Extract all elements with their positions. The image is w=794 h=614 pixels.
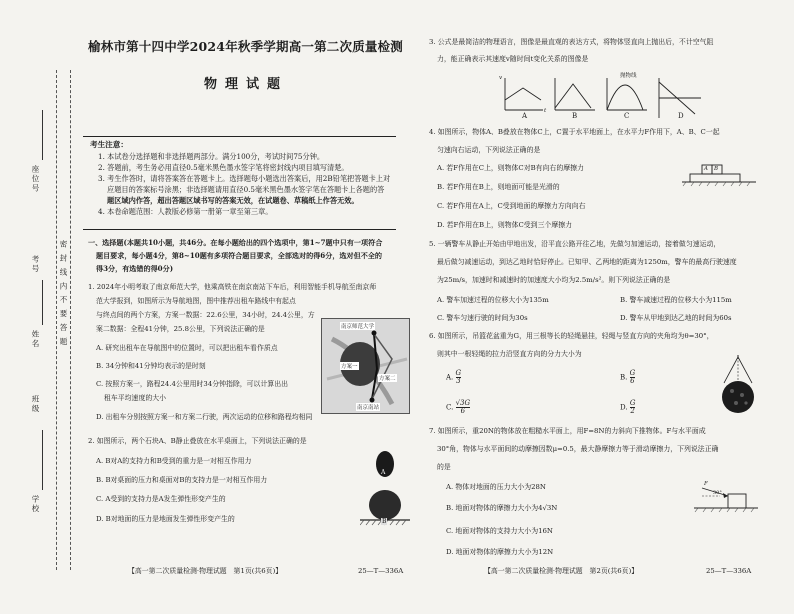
q6-option-b-fraction: $\frac{G}{6}$ bbox=[629, 369, 636, 385]
q6-hanging-basket bbox=[718, 355, 758, 415]
q4-blocks-diagram bbox=[680, 160, 758, 192]
q2-option-c[interactable]: C. A受到的支持力是A发生弹性形变产生的 bbox=[96, 495, 226, 503]
q7-option-b[interactable]: B. 地面对物体的摩擦力大小为4√3N bbox=[446, 504, 558, 512]
q4-label-a: A bbox=[704, 166, 708, 172]
q6-option-c[interactable] bbox=[446, 400, 470, 415]
notes-line: 3. 考生作答时，请将答案答在答题卡上。选择题每小题选出答案后，用2B铅笔把答题卡上对 bbox=[98, 174, 391, 183]
q3-stem: 3. 公式是最简洁的物理语言，图像是最直观的表达方式，将物体竖直向上抛出后，不计空气阻 bbox=[429, 38, 714, 46]
q1-stem: 与终点间的两个方案，方案一数据：22.6公里，34小时，24.4公里，方 bbox=[96, 311, 315, 319]
q6-option-a[interactable] bbox=[446, 370, 461, 385]
q4-stem: 4. 如图所示，物体A、B叠放在物体C上，C置于水平地面上，在水平力F作用下，A、B、C一起 bbox=[429, 128, 720, 136]
q1-option-c[interactable]: C. 按照方案一，路程24.4公里用时34分钟指除，可以计算出出 bbox=[96, 380, 288, 388]
stone-label-b: B bbox=[382, 518, 387, 525]
q4-stem: 匀速向右运动，下列说法正确的是 bbox=[437, 146, 541, 154]
footer-right-code: 25—T—336A bbox=[706, 567, 752, 575]
q4-option-d[interactable]: D. 若F作用在B上，则物体C受到三个摩擦力 bbox=[437, 221, 573, 229]
field-examno-label: 考号 bbox=[31, 255, 40, 274]
map-label-start: 南京南站 bbox=[357, 405, 380, 411]
notes-line: 4. 本卷命题范围：人教版必修第一册第一章至第三章。 bbox=[98, 207, 273, 216]
q1-option-b[interactable]: B. 34分钟和41分钟均表示的是时刻 bbox=[96, 362, 206, 370]
q7-option-c[interactable]: C. 地面对物体的支持力大小为16N bbox=[446, 527, 553, 535]
q6-option-b-label: B. bbox=[620, 373, 628, 382]
field-class-label: 班级 bbox=[31, 395, 40, 414]
q5-option-b[interactable]: B. 警车减速过程的位移大小为115m bbox=[620, 296, 732, 304]
map-label-route1: 方案一 bbox=[341, 364, 358, 370]
q6-option-d-fraction: $\frac{G}{2}$ bbox=[629, 399, 636, 415]
q1-stem: 范大学报到，如图所示为导航地图，图中推荐出租车路线中有起点 bbox=[96, 297, 296, 305]
q6-option-a-label: A. bbox=[446, 373, 454, 382]
section1-instructions: 一、选择题(本题共10小题，共46分。在每小题给出的四个选项中，第1~7题中只有一项符合 bbox=[88, 238, 383, 247]
q5-option-a[interactable]: A. 警车加速过程的位移大小为135m bbox=[437, 296, 549, 304]
field-seat-label: 座位号 bbox=[31, 165, 40, 194]
q2-option-b[interactable]: B. B对桌面的压力和桌面对B的支持力是一对相互作用力 bbox=[96, 476, 268, 484]
q7-option-d[interactable]: D. 地面对物体的摩擦力大小为12N bbox=[446, 548, 554, 556]
exam-title: 榆林市第十四中学2024年秋季学期高一第二次质量检测 bbox=[88, 39, 403, 54]
q2-option-a[interactable]: A. B对A的支持力和B受到的重力是一对相互作用力 bbox=[96, 457, 252, 465]
q6-stem: 6. 如图所示，吊篮花盆重为G，用三根等长的轻绳悬挂，轻绳与竖直方向的夹角均为θ=30°， bbox=[429, 332, 714, 340]
footer-left: 【高一第二次质量检测·物理试题 第1页(共6页)】 bbox=[128, 567, 283, 575]
q3-option-d[interactable]: D bbox=[678, 112, 684, 120]
q2-stem: 2. 如图所示，两个石块A、B静止叠放在水平桌面上，下列说法正确的是 bbox=[88, 437, 307, 445]
q6-option-d[interactable] bbox=[620, 400, 635, 415]
q7-angle-label: 30° bbox=[713, 490, 722, 496]
q3-option-b[interactable]: B bbox=[572, 112, 578, 120]
notes-heading: 考生注意： bbox=[90, 140, 128, 149]
q7-stem: 7. 如图所示，重20N的物体放在粗糙水平面上，用F=8N的力斜向下推物体。F与水平面成 bbox=[429, 427, 706, 435]
binding-line bbox=[56, 70, 57, 570]
q1-stem: 案二数据：全程41分钟，25.8公里，下列说法正确的是 bbox=[96, 325, 265, 333]
q5-stem: 为25m/s，加速时和减速时的加速度大小均为2.5m/s²。则下列说法正确的是 bbox=[437, 276, 671, 284]
notes-line: 题区域内作答，超出答题区域书写的答案无效，在试题卷、草稿纸上作答无效。 bbox=[107, 196, 359, 205]
field-school-line[interactable] bbox=[42, 430, 43, 490]
map-label-route2: 方案二 bbox=[379, 376, 396, 382]
notes-line: 应题目的答案标号涂黑；非选择题请用直径0.5毫米黑色墨水签字笔在答题卡上各题的答 bbox=[107, 185, 385, 194]
q6-option-b[interactable] bbox=[620, 370, 635, 385]
exam-subtitle: 物理试题 bbox=[204, 77, 289, 92]
q4-label-b: B bbox=[714, 166, 719, 172]
field-school-label: 学校 bbox=[31, 495, 40, 514]
q6-stem: 则其中一根轻绳的拉力沿竖直方向的分力大小为 bbox=[437, 350, 582, 358]
field-seat-line[interactable] bbox=[42, 110, 43, 160]
q6-option-a-fraction: $\frac{G}{3}$ bbox=[455, 369, 462, 385]
notes-line: 2. 答题前，考生务必用直径0.5毫米黑色墨水签字笔将密封线内项目填写清楚。 bbox=[98, 163, 349, 172]
footer-right: 【高一第二次质量检测·物理试题 第2页(共6页)】 bbox=[484, 567, 639, 575]
map-label-destination: 南京师范大学 bbox=[341, 324, 375, 330]
section1-instructions: 题目要求，每小题4分，第8~10题有多项符合题目要求，全部选对的得6分，选对但不全的 bbox=[96, 251, 382, 260]
q1-stem: 1. 2024年小明考取了南京师范大学，他乘高铁在南京南站下车后，利用智能手机导航至南京师 bbox=[88, 283, 377, 291]
seal-warning: 密 封 线 内 不 要 答 题 bbox=[59, 240, 68, 347]
q1-option-c-cont: 租车平均速度的大小 bbox=[104, 394, 167, 402]
q4-option-a[interactable]: A. 若F作用在C上，则物体C对B有向右的摩擦力 bbox=[437, 164, 584, 172]
q3-stem: 力，能正确表示其速度v随时间t变化关系的图像是 bbox=[437, 55, 589, 63]
binding-line-inner bbox=[70, 70, 71, 570]
q5-option-d[interactable]: D. 警车从甲地到达乙地的时间为60s bbox=[620, 314, 732, 322]
q3-axis-t: t bbox=[544, 108, 547, 114]
q6-option-d-label: D. bbox=[620, 403, 628, 412]
q7-force-label: F bbox=[704, 481, 708, 487]
q4-option-c[interactable]: C. 若F作用在A上，C受到地面的摩擦力方向向右 bbox=[437, 202, 586, 210]
section1-instructions: 得3分，有选错的得0分) bbox=[96, 264, 174, 273]
q7-stem: 的是 bbox=[437, 463, 451, 471]
q1-navigation-map bbox=[321, 318, 410, 414]
q4-option-b[interactable]: B. 若F作用在B上，则地面可能是光滑的 bbox=[437, 183, 560, 191]
footer-left-code: 25—T—336A bbox=[358, 567, 404, 575]
q6-option-c-label: C. bbox=[446, 403, 454, 412]
field-name-line[interactable] bbox=[42, 280, 43, 325]
q5-stem: 5. 一辆警车从静止开始由甲地出发，沿平直公路开往乙地，先做匀加速运动，接着做匀速运动， bbox=[429, 240, 721, 248]
q7-push-diagram bbox=[690, 480, 760, 520]
q3-axis-v: v bbox=[499, 75, 503, 81]
q6-option-c-fraction: $\frac{√3G}{6}$ bbox=[455, 399, 471, 415]
map-graphic bbox=[322, 319, 409, 413]
q3-option-a[interactable]: A bbox=[522, 112, 528, 120]
q7-option-a[interactable]: A. 物体对地面的压力大小为28N bbox=[446, 483, 546, 491]
q7-stem: 30°角，物体与水平面间的动摩擦因数μ=0.5，最大静摩擦力等于滑动摩擦力，下列说法正确 bbox=[437, 445, 719, 453]
q2-option-d[interactable]: D. B对地面的压力是地面发生弹性形变产生的 bbox=[96, 515, 235, 523]
field-name-label: 姓名 bbox=[31, 330, 40, 349]
q5-stem: 最后做匀减速运动，到达乙地时恰好停止。已知甲、乙两地的距离为1250m，警车的最高行驶速度 bbox=[437, 258, 737, 266]
stone-label-a: A bbox=[381, 469, 386, 476]
q5-option-c[interactable]: C. 警车匀速行驶的时间为30s bbox=[437, 314, 528, 322]
notes-line: 1. 本试卷分选择题和非选择题两部分。满分100分，考试时间75分钟。 bbox=[98, 152, 325, 161]
q3-curve-label: 抛物线 bbox=[620, 73, 637, 79]
q3-option-c[interactable]: C bbox=[624, 112, 630, 120]
q1-option-a[interactable]: A. 研究出租车在导航图中的位置时，可以把出租车看作质点 bbox=[96, 344, 278, 352]
q1-option-d[interactable]: D. 出租车分别按照方案一和方案二行驶，两次运动的位移和路程均相同 bbox=[96, 413, 313, 421]
